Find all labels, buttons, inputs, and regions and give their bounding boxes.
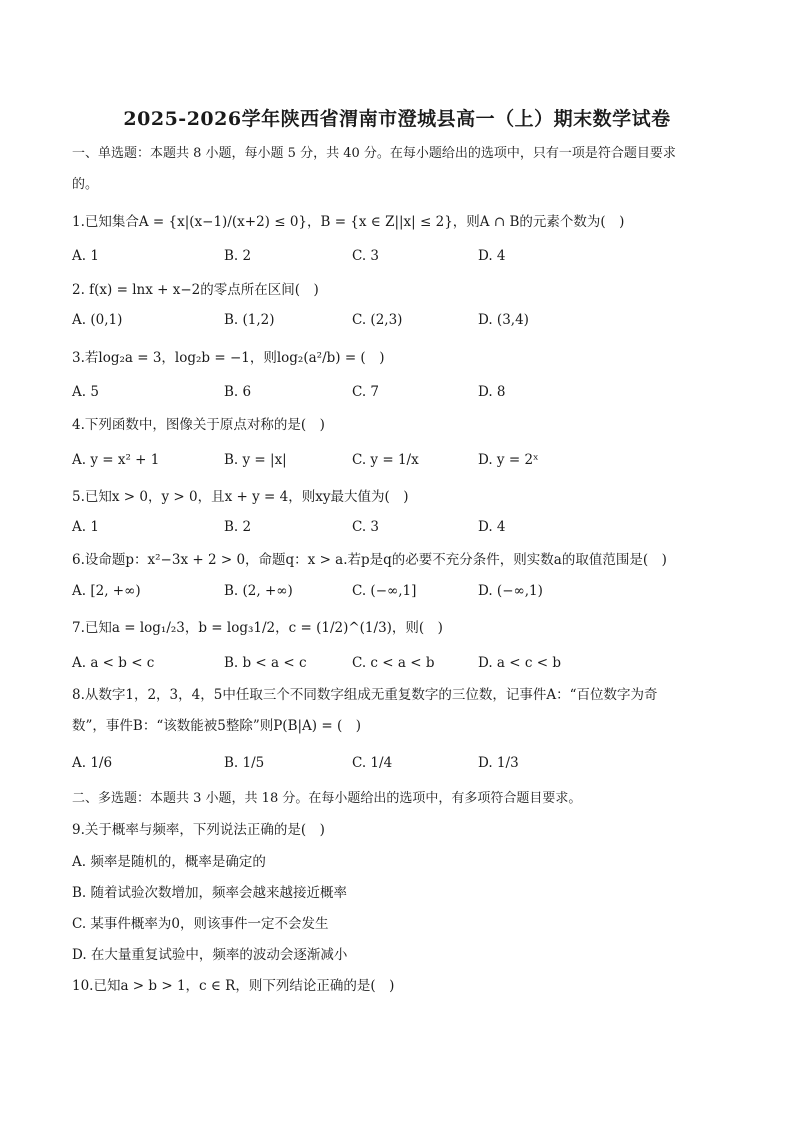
option-a: A. (0,1) (72, 312, 123, 328)
option-c: C. y = 1/x (352, 452, 419, 468)
option-a: A. y = x² + 1 (72, 452, 160, 468)
option-a: A. 5 (72, 384, 99, 400)
question-7-stem: 7.已知a = log₁/₂3，b = log₃1/2，c = (1/2)^(1/3)，则( ) (72, 620, 443, 636)
question-5-options (72, 519, 732, 539)
question-7-options (72, 655, 732, 675)
section-1-instructions: 一、单选题：本题共 8 小题，每小题 5 分，共 40 分。在每小题给出的选项中，只有一项是符合题目要求 (72, 146, 676, 161)
option-c: C. (−∞,1] (352, 583, 417, 599)
question-2-stem: 2. f(x) = lnx + x−2的零点所在区间( ) (72, 282, 319, 298)
option-d: D. 8 (478, 384, 506, 400)
option-c: C. 1/4 (352, 755, 393, 771)
question-1-stem: 1.已知集合A = {x|(x−1)/(x+2) ≤ 0}，B = {x ∈ Z||x| ≤ 2}，则A ∩ B的元素个数为( ) (72, 214, 625, 230)
question-9-choice-b: B. 随着试验次数增加，频率会越来越接近概率 (72, 885, 348, 901)
question-1-options (72, 248, 732, 268)
question-3-options (72, 384, 732, 404)
question-9-choice-d: D. 在大量重复试验中，频率的波动会逐渐减小 (72, 947, 348, 963)
question-10-stem: 10.已知a > b > 1，c ∈ R，则下列结论正确的是( ) (72, 978, 395, 994)
option-b: B. 6 (224, 384, 252, 400)
option-c: C. 3 (352, 248, 380, 264)
option-d: D. (3,4) (478, 312, 529, 328)
option-d: D. 4 (478, 519, 506, 535)
page-title: 2025-2026学年陕西省渭南市澄城县高一（上）期末数学试卷 (123, 108, 671, 130)
option-c: C. (2,3) (352, 312, 403, 328)
option-a: A. 1 (72, 519, 99, 535)
option-c: C. 3 (352, 519, 380, 535)
question-6-options (72, 583, 732, 603)
option-b: B. b < a < c (224, 655, 307, 671)
option-b: B. y = |x| (224, 452, 287, 468)
question-9-choice-a: A. 频率是随机的，概率是确定的 (72, 854, 266, 870)
question-6-stem: 6.设命题p：x²−3x + 2 > 0，命题q：x > a.若p是q的必要不充分条件，则实数a的取值范围是( ) (72, 552, 667, 568)
question-9-stem: 9.关于概率与频率，下列说法正确的是( ) (72, 822, 325, 838)
question-8-stem-cont: 数”，事件B：“该数能被5整除”则P(B|A) = ( ) (72, 718, 361, 734)
option-a: A. 1/6 (72, 755, 113, 771)
option-a: A. a < b < c (72, 655, 155, 671)
question-2-options (72, 312, 732, 332)
question-8-stem: 8.从数字1，2，3，4，5中任取三个不同数字组成无重复数字的三位数，记事件A：“百位数字为奇 (72, 687, 658, 703)
option-c: C. c < a < b (352, 655, 435, 671)
question-9-choice-c: C. 某事件概率为0，则该事件一定不会发生 (72, 916, 329, 932)
option-b: B. (1,2) (224, 312, 275, 328)
option-c: C. 7 (352, 384, 380, 400)
question-4-stem: 4.下列函数中，图像关于原点对称的是( ) (72, 417, 325, 433)
question-8-options (72, 755, 732, 775)
option-b: B. 1/5 (224, 755, 265, 771)
option-b: B. 2 (224, 519, 252, 535)
option-a: A. [2, +∞) (72, 583, 141, 599)
option-b: B. (2, +∞) (224, 583, 293, 599)
section-2-instructions: 二、多选题：本题共 3 小题，共 18 分。在每小题给出的选项中，有多项符合题目要求。 (72, 791, 582, 806)
option-d: D. y = 2ˣ (478, 452, 539, 468)
question-4-options (72, 452, 732, 472)
question-3-stem: 3.若log₂a = 3，log₂b = −1，则log₂(a²/b) = ( ) (72, 350, 385, 366)
option-d: D. (−∞,1) (478, 583, 543, 599)
option-d: D. 4 (478, 248, 506, 264)
question-5-stem: 5.已知x > 0，y > 0，且x + y = 4，则xy最大值为( ) (72, 489, 409, 505)
option-d: D. 1/3 (478, 755, 519, 771)
option-b: B. 2 (224, 248, 252, 264)
option-a: A. 1 (72, 248, 99, 264)
option-d: D. a < c < b (478, 655, 561, 671)
section-1-instructions-cont: 的。 (72, 177, 99, 192)
